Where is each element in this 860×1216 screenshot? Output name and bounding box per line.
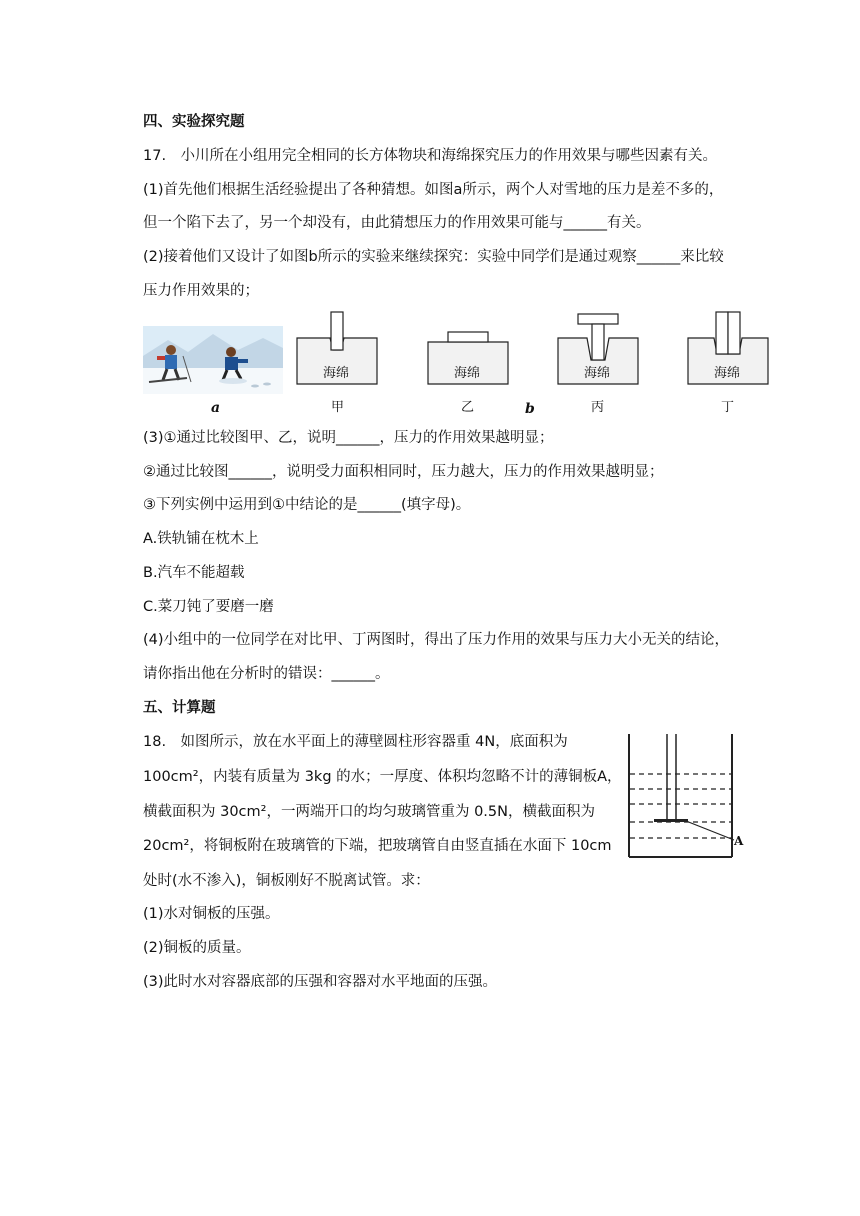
q18-line2: 100cm²，内装有质量为 3kg 的水；一厚度、体积均忽略不计的薄铜板A，: [143, 769, 622, 785]
q18-line4: 20cm²，将铜板附在玻璃管的下端，把玻璃管自由竖直插在水面下 10cm: [143, 838, 612, 854]
sponge-experiment-bing: [557, 310, 639, 386]
q17-part4-line1: (4)小组中的一位同学在对比甲、丁两图时，得出了压力作用的效果与压力大小无关的结论，: [143, 632, 730, 648]
sponge-label: 海绵: [454, 366, 481, 381]
q17-option-c: C.菜刀钝了要磨一磨: [143, 599, 274, 615]
q17-part3-item1: (3)①通过比较图甲、乙，说明______，压力的作用效果越明显；: [143, 430, 554, 446]
figure-a-label: a: [211, 400, 221, 416]
caption-yi: 乙: [461, 400, 475, 415]
sponge-label: 海绵: [584, 366, 611, 381]
caption-ding: 丁: [721, 400, 735, 415]
q17-part2-line1: (2)接着他们又设计了如图b所示的实验来继续探究：实验中同学们是通过观察______来比较: [143, 249, 724, 265]
q18-line1: 18. 如图所示，放在水平面上的薄壁圆柱形容器重 4N，底面积为: [143, 734, 568, 750]
q18-sub2: (2)铜板的质量。: [143, 940, 251, 956]
sponge-experiment-ding: [687, 310, 769, 386]
q18-line3: 横截面积为 30cm²，一两端开口的均匀玻璃管重为 0.5N，横截面积为: [143, 804, 595, 820]
snow-scene-image: [143, 326, 283, 394]
q17-part1-line1: (1)首先他们根据生活经验提出了各种猜想。如图a所示，两个人对雪地的压力是差不多的，: [143, 182, 724, 198]
q17-stem: 17. 小川所在小组用完全相同的长方体物块和海绵探究压力的作用效果与哪些因素有关。: [143, 148, 718, 164]
q17-part2-line2: 压力作用效果的；: [143, 283, 259, 299]
q17-part3-item3: ③下列实例中运用到①中结论的是______(填字母)。: [143, 497, 471, 513]
sponge-experiment-jia: [296, 310, 378, 386]
q17-option-a: A.铁轨铺在枕木上: [143, 531, 259, 547]
sponge-label: 海绵: [714, 366, 741, 381]
q17-option-b: B.汽车不能超载: [143, 565, 245, 581]
figure-b-label: b: [525, 401, 535, 417]
section-heading-experiment: 四、实验探究题: [143, 114, 245, 130]
sponge-label: 海绵: [323, 366, 350, 381]
q18-sub1: (1)水对铜板的压强。: [143, 906, 280, 922]
copper-plate-label: A: [734, 834, 744, 848]
sponge-experiment-yi: [427, 310, 509, 386]
q17-part4-line2: 请你指出他在分析时的错误：______。: [143, 666, 390, 682]
container-diagram: [624, 732, 754, 862]
section-heading-calculation: 五、计算题: [143, 700, 216, 716]
q18-line5: 处时(水不渗入)，铜板刚好不脱离试管。求：: [143, 873, 430, 889]
caption-jia: 甲: [331, 400, 345, 415]
q17-part1-line2: 但一个陷下去了，另一个却没有，由此猜想压力的作用效果可能与______有关。: [143, 215, 651, 231]
q17-part3-item2: ②通过比较图______，说明受力面积相同时，压力越大，压力的作用效果越明显；: [143, 464, 664, 480]
q18-sub3: (3)此时水对容器底部的压强和容器对水平地面的压强。: [143, 974, 498, 990]
caption-bing: 丙: [591, 400, 605, 415]
